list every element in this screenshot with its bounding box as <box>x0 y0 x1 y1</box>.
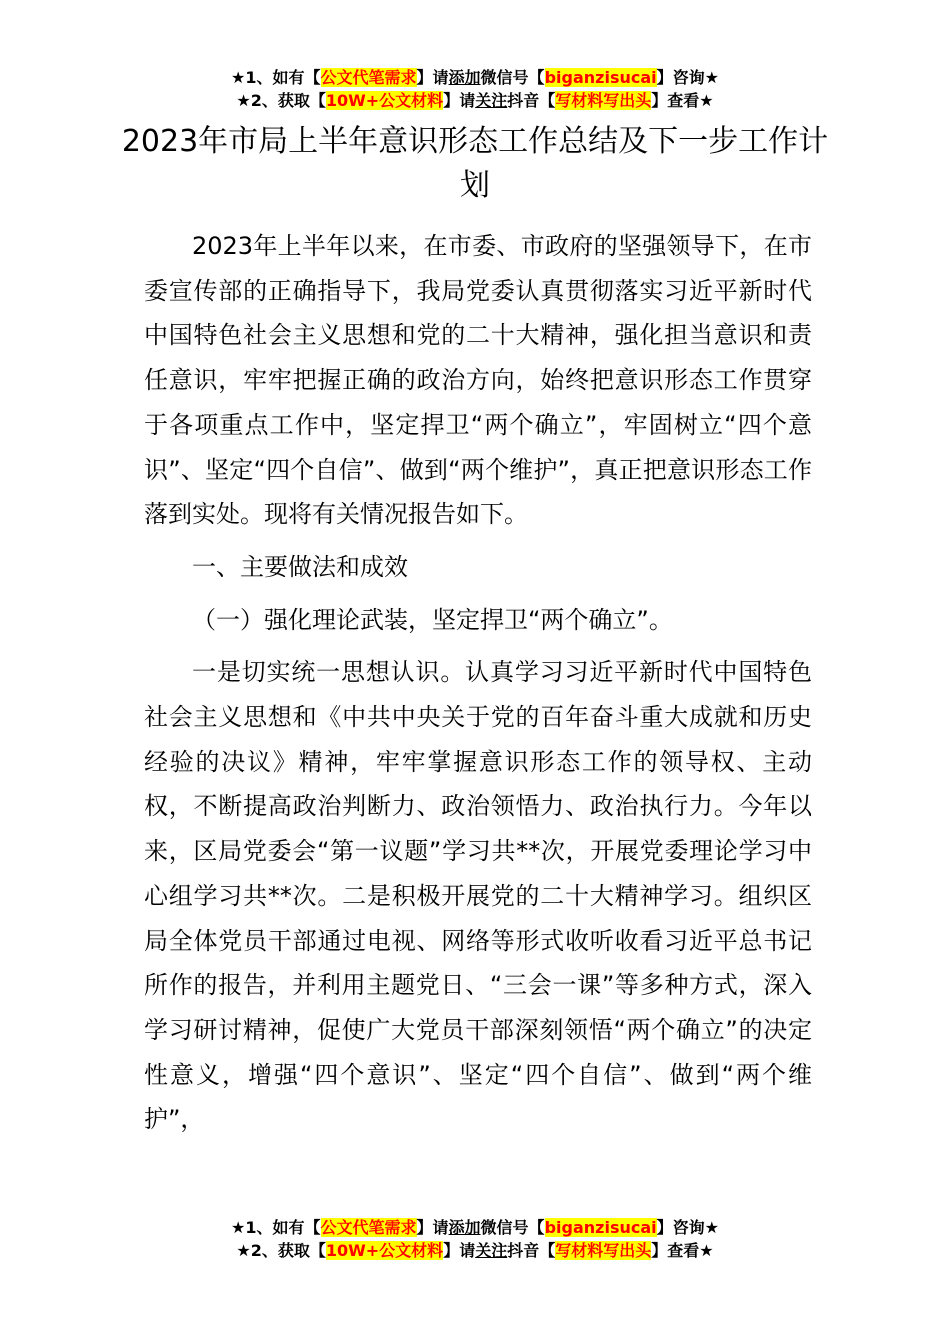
bottom-promo-banner <box>0 1216 950 1262</box>
promo-underline: 关注 <box>475 91 508 110</box>
promo-highlight: 10W+公文材料 <box>325 91 444 110</box>
promo-highlight: 公文代笔需求 <box>320 68 417 87</box>
intro-paragraph: 2023年上半年以来，在市委、市政府的坚强领导下，在市委宣传部的正确指导下，我局党委认真贯彻落实习近平新时代中国特色社会主义思想和党的二十大精神，强化担当意识和责任意识，牢牢把握正确的政治方向，始终把意识形态工作贯穿于各项重点工作中，坚定捍卫“两个确立”，牢固树立“四个意识”、坚定“四个自信”、做到“两个维护”，真正把意识形态工作落到实处。现将有关情况报告如下。 <box>144 232 812 529</box>
promo-underline: 关注 <box>475 1241 508 1260</box>
promo-highlight: 10W+公文材料 <box>325 1241 444 1260</box>
promo-highlight-douyin: 写材料写出头 <box>555 91 652 110</box>
promo-underline: 添加 <box>448 1218 481 1237</box>
promo-highlight-wechat: biganzisucai <box>544 68 657 87</box>
promo-line-2: ★2、获取【10W+公文材料】请关注抖音【写材料写出头】查看★ <box>236 91 714 110</box>
promo-line-1: ★1、如有【公文代笔需求】请添加微信号【biganzisucai】咨询★ <box>231 68 719 87</box>
document-body <box>144 224 812 1142</box>
promo-highlight-douyin: 写材料写出头 <box>555 1241 652 1260</box>
document-title: 2023年市局上半年意识形态工作总结及下一步工作计划 <box>121 124 829 203</box>
promo-underline: 添加 <box>448 68 481 87</box>
promo-highlight: 公文代笔需求 <box>320 1218 417 1237</box>
promo-line-2: ★2、获取【10W+公文材料】请关注抖音【写材料写出头】查看★ <box>236 1241 714 1260</box>
promo-highlight-wechat: biganzisucai <box>544 1218 657 1237</box>
section-heading: 一、主要做法和成效 <box>192 552 408 581</box>
promo-line-1: ★1、如有【公文代笔需求】请添加微信号【biganzisucai】咨询★ <box>231 1218 719 1237</box>
body-paragraph: 一是切实统一思想认识。认真学习习近平新时代中国特色社会主义思想和《中共中央关于党的百年奋斗重大成就和历史经验的决议》精神，牢牢掌握意识形态工作的领导权、主动权，不断提高政治判断力、政治领悟力、政治执行力。今年以来，区局党委会“第一议题”学习共**次，开展党委理论学习中心组学习共**次。二是积极开展党的二十大精神学习。组织区局全体党员干部通过电视、网络等形式收听收看习近平总书记所作的报告，并利用主题党日、“三会一课”等多种方式，深入学习研讨精神，促使广大党员干部深刻领悟“两个确立”的决定性意义，增强“四个意识”、坚定“四个自信”、做到“两个维护”， <box>144 658 812 1134</box>
top-promo-banner <box>0 66 950 112</box>
subsection-heading: （一）强化理论武装，坚定捍卫“两个确立”。 <box>192 605 673 634</box>
